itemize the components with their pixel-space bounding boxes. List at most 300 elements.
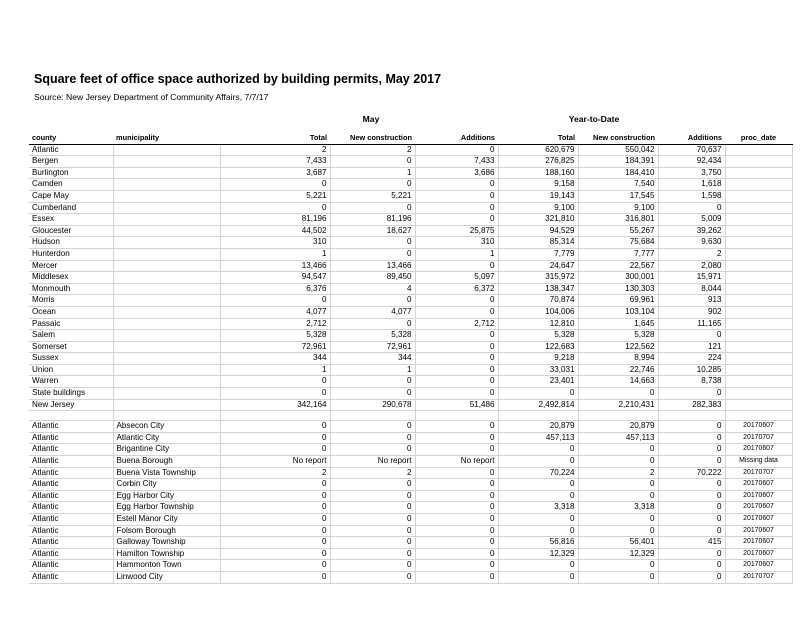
ytd-additions-cell: 121 — [658, 341, 725, 353]
may-additions-cell: 0 — [415, 330, 498, 342]
proc-date-cell: 20170607 — [725, 490, 792, 502]
ytd-total-cell: 70,224 — [498, 467, 578, 479]
municipality-row — [29, 432, 792, 444]
page-title: Square feet of office space authorized by building permits, May 2017 — [34, 72, 442, 86]
county-row — [29, 260, 792, 272]
ytd-new-construction-cell: 20,879 — [578, 421, 658, 433]
ytd-total-cell: 20,879 — [498, 421, 578, 433]
county-row — [29, 237, 792, 249]
may-additions-cell: 0 — [415, 306, 498, 318]
may-total-cell: 0 — [220, 421, 330, 433]
municipality-cell — [113, 376, 220, 388]
may-additions-cell: 0 — [415, 479, 498, 491]
col-ytd-new-construction: New construction — [578, 133, 658, 144]
municipality-cell — [113, 237, 220, 249]
spacer-row — [29, 411, 792, 421]
ytd-additions-cell: 0 — [658, 444, 725, 456]
county-row — [29, 272, 792, 284]
county-row — [29, 283, 792, 295]
may-total-cell: 0 — [220, 179, 330, 191]
municipality-cell — [113, 260, 220, 272]
proc-date-cell — [725, 364, 792, 376]
may-additions-cell: 0 — [415, 364, 498, 376]
ytd-total-cell: 321,810 — [498, 214, 578, 226]
may-additions-cell: 0 — [415, 432, 498, 444]
may-new-construction-cell: 0 — [330, 548, 415, 560]
ytd-total-cell: 0 — [498, 525, 578, 537]
ytd-new-construction-cell: 103,104 — [578, 306, 658, 318]
ytd-total-cell: 85,314 — [498, 237, 578, 249]
ytd-new-construction-cell: 7,540 — [578, 179, 658, 191]
municipality-cell: Linwood City — [113, 571, 220, 583]
ytd-new-construction-cell: 7,777 — [578, 248, 658, 260]
municipality-cell — [113, 214, 220, 226]
ytd-total-cell: 12,810 — [498, 318, 578, 330]
ytd-new-construction-cell: 0 — [578, 456, 658, 468]
spacer-cell — [415, 411, 498, 421]
ytd-additions-cell: 39,262 — [658, 225, 725, 237]
may-additions-cell: 5,097 — [415, 272, 498, 284]
county-row — [29, 214, 792, 226]
may-total-cell: 72,961 — [220, 341, 330, 353]
ytd-new-construction-cell: 22,746 — [578, 364, 658, 376]
county-cell: State buildings — [29, 388, 113, 400]
proc-date-cell — [725, 167, 792, 179]
ytd-additions-cell: 0 — [658, 502, 725, 514]
proc-date-cell — [725, 283, 792, 295]
may-additions-cell: 0 — [415, 376, 498, 388]
may-total-cell: 2,712 — [220, 318, 330, 330]
col-may-total: Total — [220, 133, 330, 144]
municipality-row — [29, 571, 792, 583]
municipality-cell: Hamilton Township — [113, 548, 220, 560]
county-row — [29, 179, 792, 191]
municipality-cell — [113, 318, 220, 330]
ytd-new-construction-cell: 8,994 — [578, 353, 658, 365]
ytd-additions-cell: 0 — [658, 548, 725, 560]
may-new-construction-cell: 4 — [330, 283, 415, 295]
municipality-cell — [113, 225, 220, 237]
may-total-cell: 0 — [220, 525, 330, 537]
county-cell: Burlington — [29, 167, 113, 179]
may-total-cell: 0 — [220, 479, 330, 491]
may-additions-cell: 0 — [415, 421, 498, 433]
may-additions-cell: 6,372 — [415, 283, 498, 295]
county-cell: Middlesex — [29, 272, 113, 284]
ytd-total-cell: 3,318 — [498, 502, 578, 514]
county-row — [29, 353, 792, 365]
ytd-new-construction-cell: 0 — [578, 388, 658, 400]
municipality-cell: Egg Harbor City — [113, 490, 220, 502]
may-additions-cell: 25,875 — [415, 225, 498, 237]
col-ytd-total: Total — [498, 133, 578, 144]
county-row — [29, 144, 792, 156]
may-total-cell: 7,433 — [220, 156, 330, 168]
municipality-row — [29, 502, 792, 514]
source-note: Source: New Jersey Department of Community Affairs, 7/7/17 — [34, 92, 269, 102]
municipality-cell: Hammonton Town — [113, 560, 220, 572]
county-cell: Cumberland — [29, 202, 113, 214]
municipality-cell — [113, 202, 220, 214]
may-total-cell: 1 — [220, 364, 330, 376]
county-cell: Atlantic — [29, 456, 113, 468]
may-new-construction-cell: 13,466 — [330, 260, 415, 272]
may-new-construction-cell: 290,678 — [330, 399, 415, 411]
may-additions-cell: 3,686 — [415, 167, 498, 179]
may-new-construction-cell: 0 — [330, 248, 415, 260]
may-additions-cell: 0 — [415, 514, 498, 526]
may-total-cell: 0 — [220, 548, 330, 560]
ytd-new-construction-cell: 3,318 — [578, 502, 658, 514]
county-cell: Salem — [29, 330, 113, 342]
ytd-new-construction-cell: 5,328 — [578, 330, 658, 342]
ytd-total-cell: 0 — [498, 560, 578, 572]
may-new-construction-cell: 0 — [330, 479, 415, 491]
spacer-cell — [725, 411, 792, 421]
county-cell: Atlantic — [29, 502, 113, 514]
county-row — [29, 330, 792, 342]
ytd-new-construction-cell: 75,684 — [578, 237, 658, 249]
may-new-construction-cell: 4,077 — [330, 306, 415, 318]
county-row — [29, 388, 792, 400]
spacer-cell — [220, 411, 330, 421]
ytd-new-construction-cell: 17,545 — [578, 190, 658, 202]
county-cell: Atlantic — [29, 479, 113, 491]
may-additions-cell: 0 — [415, 548, 498, 560]
may-total-cell: 310 — [220, 237, 330, 249]
ytd-total-cell: 7,779 — [498, 248, 578, 260]
ytd-new-construction-cell: 22,567 — [578, 260, 658, 272]
may-additions-cell: 0 — [415, 467, 498, 479]
may-additions-cell: 0 — [415, 525, 498, 537]
proc-date-cell — [725, 190, 792, 202]
county-cell: Monmouth — [29, 283, 113, 295]
ytd-additions-cell: 0 — [658, 202, 725, 214]
may-new-construction-cell: 0 — [330, 444, 415, 456]
may-additions-cell: 0 — [415, 490, 498, 502]
county-cell: Bergen — [29, 156, 113, 168]
municipality-cell — [113, 399, 220, 411]
proc-date-cell — [725, 388, 792, 400]
may-new-construction-cell: 0 — [330, 571, 415, 583]
ytd-new-construction-cell: 56,401 — [578, 537, 658, 549]
ytd-new-construction-cell: 69,961 — [578, 295, 658, 307]
may-new-construction-cell: 1 — [330, 364, 415, 376]
may-total-cell: 0 — [220, 571, 330, 583]
spacer-cell — [658, 411, 725, 421]
ytd-total-cell: 24,647 — [498, 260, 578, 272]
may-new-construction-cell: 344 — [330, 353, 415, 365]
county-cell: Passaic — [29, 318, 113, 330]
ytd-total-cell: 104,006 — [498, 306, 578, 318]
may-new-construction-cell: 0 — [330, 525, 415, 537]
ytd-additions-cell: 0 — [658, 456, 725, 468]
county-row — [29, 364, 792, 376]
ytd-additions-cell: 2 — [658, 248, 725, 260]
municipality-cell — [113, 156, 220, 168]
ytd-new-construction-cell: 122,562 — [578, 341, 658, 353]
proc-date-cell: Missing data — [725, 456, 792, 468]
ytd-additions-cell: 11,165 — [658, 318, 725, 330]
municipality-row — [29, 548, 792, 560]
municipality-row — [29, 560, 792, 572]
county-row — [29, 156, 792, 168]
ytd-additions-cell: 3,750 — [658, 167, 725, 179]
ytd-additions-cell: 15,971 — [658, 272, 725, 284]
ytd-total-cell: 315,972 — [498, 272, 578, 284]
may-new-construction-cell: 0 — [330, 490, 415, 502]
proc-date-cell — [725, 156, 792, 168]
proc-date-cell — [725, 376, 792, 388]
ytd-new-construction-cell: 550,042 — [578, 144, 658, 156]
may-new-construction-cell: 0 — [330, 156, 415, 168]
proc-date-cell — [725, 306, 792, 318]
proc-date-cell: 20170707 — [725, 571, 792, 583]
ytd-additions-cell: 8,738 — [658, 376, 725, 388]
county-cell: Atlantic — [29, 432, 113, 444]
may-additions-cell: 2,712 — [415, 318, 498, 330]
may-additions-cell: 7,433 — [415, 156, 498, 168]
ytd-new-construction-cell: 1,645 — [578, 318, 658, 330]
ytd-total-cell: 0 — [498, 444, 578, 456]
county-cell: Hunterdon — [29, 248, 113, 260]
municipality-cell: Folsom Borough — [113, 525, 220, 537]
municipality-cell — [113, 341, 220, 353]
may-new-construction-cell: 89,450 — [330, 272, 415, 284]
proc-date-cell: 20170607 — [725, 444, 792, 456]
county-cell: Cape May — [29, 190, 113, 202]
col-may-new-construction: New construction — [330, 133, 415, 144]
col-ytd-additions: Additions — [658, 133, 725, 144]
may-new-construction-cell: 2 — [330, 467, 415, 479]
proc-date-cell: 20170607 — [725, 525, 792, 537]
municipality-row — [29, 456, 792, 468]
may-total-cell: 5,221 — [220, 190, 330, 202]
may-additions-cell: 51,486 — [415, 399, 498, 411]
ytd-additions-cell: 70,222 — [658, 467, 725, 479]
ytd-new-construction-cell: 9,100 — [578, 202, 658, 214]
ytd-additions-cell: 0 — [658, 514, 725, 526]
may-new-construction-cell: 5,328 — [330, 330, 415, 342]
may-total-cell: 2 — [220, 467, 330, 479]
county-row — [29, 306, 792, 318]
county-cell: Atlantic — [29, 514, 113, 526]
county-row — [29, 318, 792, 330]
spacer-cell — [113, 411, 220, 421]
ytd-total-cell: 94,529 — [498, 225, 578, 237]
may-new-construction-cell: 0 — [330, 388, 415, 400]
municipality-cell — [113, 144, 220, 156]
ytd-new-construction-cell: 316,801 — [578, 214, 658, 226]
proc-date-cell: 20170607 — [725, 502, 792, 514]
col-county: county — [29, 133, 113, 144]
municipality-row — [29, 444, 792, 456]
may-additions-cell: No report — [415, 456, 498, 468]
ytd-new-construction-cell: 300,001 — [578, 272, 658, 284]
municipality-cell — [113, 295, 220, 307]
ytd-additions-cell: 0 — [658, 421, 725, 433]
may-additions-cell: 0 — [415, 202, 498, 214]
ytd-total-cell: 9,158 — [498, 179, 578, 191]
may-total-cell: 0 — [220, 376, 330, 388]
county-cell: Atlantic — [29, 444, 113, 456]
spacer-cell — [29, 411, 113, 421]
ytd-additions-cell: 913 — [658, 295, 725, 307]
proc-date-cell — [725, 260, 792, 272]
permits-table — [29, 133, 793, 584]
column-header-row — [29, 133, 792, 144]
may-total-cell: 0 — [220, 490, 330, 502]
municipality-cell: Egg Harbor Township — [113, 502, 220, 514]
ytd-new-construction-cell: 0 — [578, 525, 658, 537]
ytd-total-cell: 0 — [498, 479, 578, 491]
ytd-additions-cell: 1,598 — [658, 190, 725, 202]
may-total-cell: 0 — [220, 537, 330, 549]
ytd-new-construction-cell: 0 — [578, 479, 658, 491]
may-new-construction-cell: 0 — [330, 432, 415, 444]
col-municipality: municipality — [113, 133, 220, 144]
proc-date-cell — [725, 272, 792, 284]
ytd-additions-cell: 92,434 — [658, 156, 725, 168]
county-cell: Union — [29, 364, 113, 376]
county-rows — [29, 144, 792, 411]
may-new-construction-cell: 0 — [330, 295, 415, 307]
county-cell: New Jersey — [29, 399, 113, 411]
ytd-new-construction-cell: 457,113 — [578, 432, 658, 444]
may-total-cell: 342,164 — [220, 399, 330, 411]
ytd-total-cell: 620,679 — [498, 144, 578, 156]
county-cell: Atlantic — [29, 537, 113, 549]
county-cell: Gloucester — [29, 225, 113, 237]
municipality-cell: Buena Vista Township — [113, 467, 220, 479]
ytd-additions-cell: 10,285 — [658, 364, 725, 376]
ytd-total-cell: 0 — [498, 490, 578, 502]
ytd-new-construction-cell: 12,329 — [578, 548, 658, 560]
county-cell: Atlantic — [29, 571, 113, 583]
municipality-row — [29, 514, 792, 526]
municipality-cell — [113, 190, 220, 202]
county-row — [29, 202, 792, 214]
municipality-cell — [113, 283, 220, 295]
may-new-construction-cell: 0 — [330, 237, 415, 249]
ytd-total-cell: 19,143 — [498, 190, 578, 202]
proc-date-cell — [725, 399, 792, 411]
county-cell: Warren — [29, 376, 113, 388]
municipality-cell — [113, 167, 220, 179]
county-row — [29, 225, 792, 237]
may-new-construction-cell: 0 — [330, 537, 415, 549]
may-total-cell: 3,687 — [220, 167, 330, 179]
may-total-cell: 0 — [220, 514, 330, 526]
ytd-new-construction-cell: 0 — [578, 490, 658, 502]
county-cell: Essex — [29, 214, 113, 226]
group-label-year-to-date: Year-to-Date — [568, 114, 620, 124]
ytd-total-cell: 0 — [498, 571, 578, 583]
municipality-cell — [113, 353, 220, 365]
county-cell: Atlantic — [29, 467, 113, 479]
may-new-construction-cell: 81,196 — [330, 214, 415, 226]
may-total-cell: 0 — [220, 444, 330, 456]
municipality-cell: Atlantic City — [113, 432, 220, 444]
ytd-total-cell: 0 — [498, 388, 578, 400]
municipality-cell: Galloway Township — [113, 537, 220, 549]
section-spacer — [29, 411, 792, 421]
county-row — [29, 341, 792, 353]
may-total-cell: 0 — [220, 502, 330, 514]
county-cell: Somerset — [29, 341, 113, 353]
county-cell: Camden — [29, 179, 113, 191]
municipality-cell — [113, 306, 220, 318]
may-new-construction-cell: 18,627 — [330, 225, 415, 237]
may-additions-cell: 0 — [415, 537, 498, 549]
ytd-additions-cell: 902 — [658, 306, 725, 318]
may-total-cell: 13,466 — [220, 260, 330, 272]
proc-date-cell: 20170607 — [725, 537, 792, 549]
may-total-cell: 5,328 — [220, 330, 330, 342]
group-label-may: May — [362, 114, 380, 124]
may-total-cell: 4,077 — [220, 306, 330, 318]
ytd-total-cell: 0 — [498, 456, 578, 468]
col-proc-date: proc_date — [725, 133, 792, 144]
ytd-new-construction-cell: 0 — [578, 560, 658, 572]
ytd-total-cell: 70,874 — [498, 295, 578, 307]
ytd-additions-cell: 415 — [658, 537, 725, 549]
may-new-construction-cell: 72,961 — [330, 341, 415, 353]
municipality-rows — [29, 421, 792, 583]
may-new-construction-cell: 0 — [330, 318, 415, 330]
ytd-total-cell: 12,329 — [498, 548, 578, 560]
municipality-row — [29, 479, 792, 491]
may-additions-cell: 0 — [415, 190, 498, 202]
ytd-total-cell: 5,328 — [498, 330, 578, 342]
county-row — [29, 376, 792, 388]
may-total-cell: 81,196 — [220, 214, 330, 226]
may-total-cell: 1 — [220, 248, 330, 260]
may-new-construction-cell: 0 — [330, 560, 415, 572]
proc-date-cell — [725, 144, 792, 156]
may-total-cell: 0 — [220, 432, 330, 444]
ytd-new-construction-cell: 14,663 — [578, 376, 658, 388]
county-row — [29, 295, 792, 307]
may-additions-cell: 0 — [415, 571, 498, 583]
may-new-construction-cell: 0 — [330, 376, 415, 388]
ytd-additions-cell: 0 — [658, 560, 725, 572]
municipality-cell: Brigantine City — [113, 444, 220, 456]
may-new-construction-cell: 5,221 — [330, 190, 415, 202]
county-cell: Atlantic — [29, 144, 113, 156]
county-cell: Atlantic — [29, 490, 113, 502]
ytd-total-cell: 9,218 — [498, 353, 578, 365]
county-cell: Atlantic — [29, 560, 113, 572]
may-new-construction-cell: 0 — [330, 502, 415, 514]
ytd-total-cell: 2,492,814 — [498, 399, 578, 411]
may-total-cell: 2 — [220, 144, 330, 156]
municipality-cell: Absecon City — [113, 421, 220, 433]
ytd-additions-cell: 0 — [658, 479, 725, 491]
ytd-additions-cell: 0 — [658, 330, 725, 342]
ytd-new-construction-cell: 55,267 — [578, 225, 658, 237]
county-row — [29, 399, 792, 411]
may-new-construction-cell: 0 — [330, 514, 415, 526]
spacer-cell — [330, 411, 415, 421]
ytd-additions-cell: 0 — [658, 432, 725, 444]
may-additions-cell: 0 — [415, 214, 498, 226]
municipality-row — [29, 490, 792, 502]
proc-date-cell — [725, 225, 792, 237]
may-total-cell: 94,547 — [220, 272, 330, 284]
ytd-total-cell: 23,401 — [498, 376, 578, 388]
ytd-new-construction-cell: 2,210,431 — [578, 399, 658, 411]
